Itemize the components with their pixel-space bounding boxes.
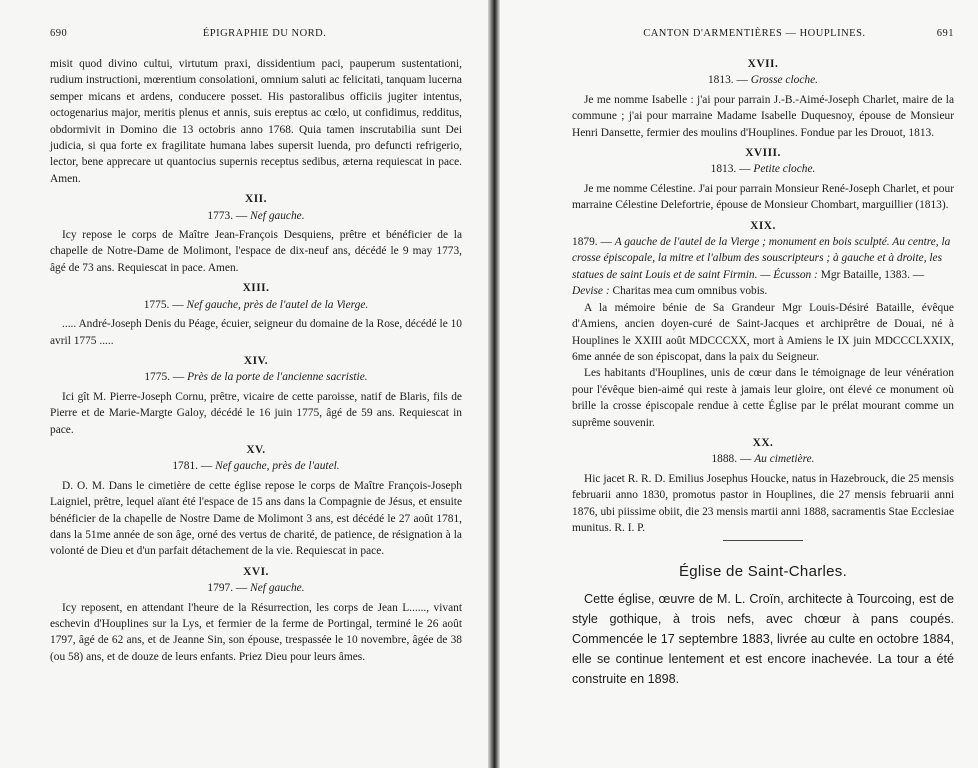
entry-text: A la mémoire bénie de Sa Grandeur Mgr Louis-Désiré Bataille, évêque d'Amiens, ancien doyen-curé de Saint-Jacques et archiprêtre de Douai, né à Houplines le XXIII août MDCCCXX, mort à Amiens le IX juin MDCCCLXXIX, 6me année de son épiscopat, dans la paix du Seigneur. [572, 301, 954, 363]
entry-description: 1879. — A gauche de l'autel de la Vierge ; monument en bois sculpté. Au centre, la crosse épiscopale, la mitre et l'album des souscripteurs ; à gauche et à droite, les statues de saint Louis et de saint Firmin. — Écusson : Mgr Bataille, 1383. — Devise : Charitas mea cum omnibus vobis. [572, 236, 951, 298]
entry-text: Les habitants d'Houplines, unis de cœur dans le témoignage de leur vénération pour l'évêque bien-aimé qui reste à jamais leur gloire, ont élevé ce monument où brille la crosse épiscopale rendue à cette Église par le prélat mourant comme un suprême souvenir. [572, 367, 954, 429]
right-page [500, 0, 978, 768]
entry-number: XVIII. [745, 147, 781, 160]
entry-number: XIII. [242, 282, 270, 295]
section-divider [723, 540, 803, 541]
right-running-head [572, 28, 954, 44]
right-page-number: 691 [936, 28, 954, 39]
entry-caption: 1775. — Près de la porte de l'ancienne sacristie. [144, 371, 368, 384]
entry-number: XVII. [747, 58, 779, 70]
entry-xx [572, 435, 954, 536]
entry-number: XIV. [243, 354, 269, 367]
entry-number: XVI. [243, 565, 269, 578]
entry-number: XV. [246, 443, 266, 456]
entry-text: ..... André-Joseph Denis du Péage, écuier, seigneur du domaine de la Rose, décédé le 10 avril 1775 ..... [50, 318, 462, 347]
entry-caption: 1773. — Nef gauche. [207, 209, 305, 222]
right-running-title: CANTON D'ARMENTIÈRES — HOUPLINES. [643, 28, 866, 39]
entry-xiv [50, 353, 462, 438]
section-text: Cette église, œuvre de M. L. Croïn, architecte à Tourcoing, est de style gothique, à trois nefs, avec chœur à pans coupés. Commencée le 17 septembre 1883, livrée au culte en octobre 1884, elle se continue lentement et est encore inachevée. La tour a été construite en 1898. [572, 592, 954, 686]
entry-number: XX. [752, 436, 774, 449]
entry-text: Hic jacet R. R. D. Emilius Josephus Houcke, natus in Hazebrouck, die 25 mensis februarii anno 1830, promotus pastor in Houplines, die 27 mensis februarii anni 1876, ubi piissime obiit, die 23 mensis martii anni 1888, sacramentis Stae Ecclesiae munitus. R. I. P. [572, 472, 954, 534]
entry-text: Ici gît M. Pierre-Joseph Cornu, prêtre, vicaire de cette paroisse, natif de Blaris, fils de Pierre et de Marie-Margte Galoy, décédé le 16 juin 1775, âgé de 59 ans. Requiescat in pace. [50, 390, 462, 436]
entry-text: Je me nomme Célestine. J'ai pour parrain Monsieur René-Joseph Charlet, et pour marraine Célestine Delefortrie, épouse de Monsieur Chombart, marguillier (1813). [572, 182, 954, 212]
entry-text: Je me nomme Isabelle : j'ai pour parrain J.-B.-Aimé-Joseph Charlet, maire de la commune ; j'ai pour marraine Madame Isabelle Duquesnoy, épouse de Monsieur Henri Dansette, fermier des moulins d'Houplines. Fondue par les Drouot, 1813. [572, 93, 954, 139]
entry-number: XII. [245, 193, 267, 206]
entry-text: Icy reposent, en attendant l'heure de la Résurrection, les corps de Jean L......, vivant eschevin d'Houplines sur la Lys, et fermier de la ferme de Portingal, terminé le 26 août 1797, âgé de 62 ans, et de Jeanne Sin, son épouse, trespassée le 10 novembre, âgée de 38 (ou 58) ans, et de douze de leurs enfants. Priez Dieu pour leurs âmes. [50, 601, 462, 663]
entry-caption: 1775. — Nef gauche, près de l'autel de la Vierge. [143, 298, 369, 311]
entry-caption: 1813. — Grosse cloche. [707, 74, 818, 87]
entry-xix [572, 218, 954, 431]
entry-caption: 1888. — Au cimetière. [711, 453, 815, 466]
entry-text: D. O. M. Dans le cimetière de cette église repose le corps de Maître François-Joseph Laigniel, prêtre, lequel aïant été l'espace de 15 ans dans la Compagnie de Jésus, et ensuite bénéficier de la chapelle de Nostre Dame de Molimont 3 ans, est décédé le 27 août 1781, dans la 51me année de son âge, orné des vertus de charité, de patience, de résignation à la volonté de Dieu et d'un parfait détachement de la vie. Requiescat in pace. [50, 479, 462, 558]
entry-xvii [572, 56, 954, 141]
left-intro-text: misit quod divino cultui, virtutum praxi, dissidentium paci, pauperum sustentationi, rudium instructioni, mœrentium consolationi, omnium saluti ac felicitati, tanquam lucerna semper micans et ardens, conducere posset. His pastoralibus officiis jugiter intentus, octogenarius major, meritis plenus et annis, suis ereptus ac cœlo, ut confidimus, redditus, obdormivit in Domino die 13 octobris anno 1768. Quia tamen inscrutabilia sunt Dei judicia, si qua forte ex fragilitate humana labes supersit luenda, pro defuncti refrigerio, lector, bene apprecare ut quantocius supernis receptus sedibus, æterna requiescat in pace. Amen. [50, 58, 462, 185]
entry-xiii [50, 280, 462, 349]
entry-caption: 1781. — Nef gauche, près de l'autel. [172, 460, 340, 473]
left-running-head [50, 28, 462, 44]
entry-xvi [50, 564, 462, 665]
entry-caption: 1813. — Petite cloche. [710, 163, 816, 176]
section-title: Église de Saint-Charles. [678, 563, 848, 581]
entry-number: XIX. [750, 219, 776, 232]
entry-xii [50, 191, 462, 276]
entry-xviii [572, 145, 954, 214]
left-running-title: ÉPIGRAPHIE DU NORD. [202, 28, 327, 39]
left-page-number: 690 [50, 28, 68, 39]
left-page [0, 0, 488, 768]
book-gutter [488, 0, 500, 768]
entry-text: Icy repose le corps de Maître Jean-François Desquiens, prêtre et bénéficier de la chapelle de Notre-Dame de Molimont, l'espace de dix-neuf ans, décédé le 9 may 1773, âgé de 73 ans. Requiescat in pace. Amen. [50, 229, 462, 274]
entry-caption: 1797. — Nef gauche. [207, 582, 305, 595]
entry-xv [50, 442, 462, 560]
